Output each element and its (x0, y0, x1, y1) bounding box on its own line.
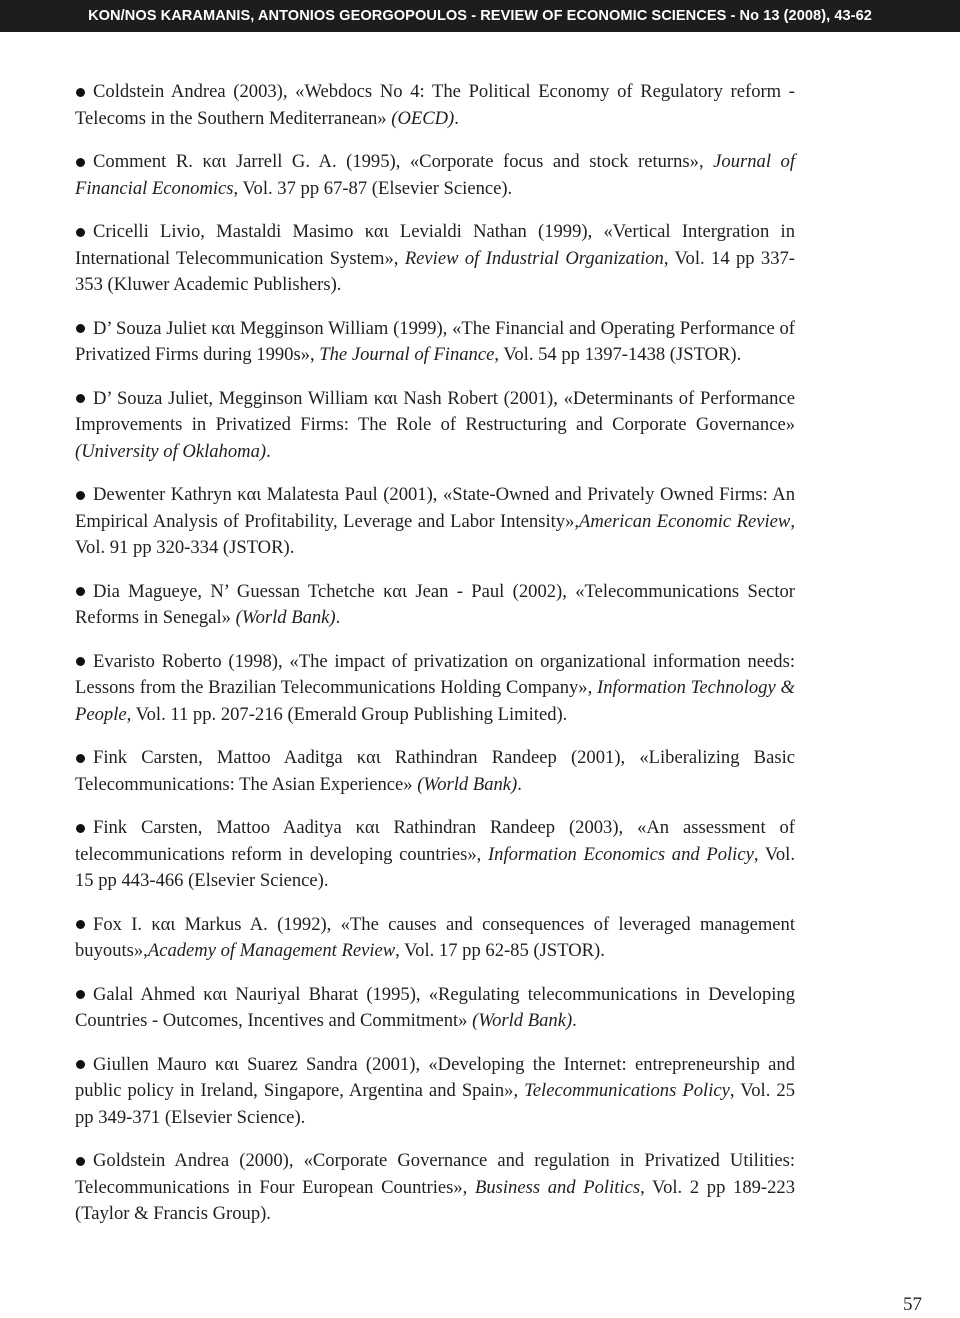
reference-text: D’ Souza Juliet και Megginson William (1999), «The Financial and Operating Performance of Privatized Firms during 1990s», (75, 317, 795, 365)
bullet-icon (76, 754, 85, 763)
reference-item (75, 316, 795, 369)
reference-details: , Vol. 15 pp 443-466 (Elsevier Science). (75, 843, 795, 891)
reference-text: Fink Carsten, Mattoo Aaditya και Rathindran Randeep (2003), «An assessment of telecommunications reform in developing countries», (75, 817, 795, 865)
reference-item (75, 745, 795, 798)
reference-text: Dia Magueye, N’ Guessan Tchetche και Jean - Paul (2002), «Telecommunications Sector Reforms in Senegal» (75, 580, 795, 628)
reference-details: , Vol. 2 pp 189-223 (Taylor & Francis Group). (75, 1176, 796, 1224)
reference-details: , Vol. 14 pp 337-353 (Kluwer Academic Publishers). (75, 247, 795, 295)
reference-source: (OECD) (391, 107, 455, 129)
reference-list (75, 79, 795, 1245)
bullet-icon (76, 491, 85, 500)
reference-item (75, 815, 795, 895)
reference-details: , Vol. 17 pp 62-85 (JSTOR). (395, 940, 605, 961)
reference-details: . (266, 440, 271, 462)
reference-item (75, 1052, 795, 1132)
reference-source: Review of Industrial Organization (404, 247, 664, 269)
bullet-icon (76, 824, 85, 833)
bullet-icon (76, 1157, 85, 1166)
reference-source: (World Bank) (472, 1010, 573, 1031)
reference-text: Comment R. και Jarrell G. A. (1995), «Corporate focus and stock returns», (93, 151, 714, 172)
reference-source: Telecommunications Policy (524, 1080, 730, 1101)
reference-source: Information Economics and Policy (487, 843, 754, 865)
reference-source: (World Bank) (417, 773, 518, 795)
bullet-icon (76, 990, 85, 999)
reference-item (75, 982, 795, 1035)
reference-text: Coldstein Andrea (2003), «Webdocs No 4: The Political Economy of Regulatory reform - Telecoms in the Southern Mediterranean» (75, 81, 795, 129)
reference-source: (World Bank) (235, 607, 336, 628)
reference-text: Goldstein Andrea (2000), «Corporate Governance and regulation in Privatized Utilities: Telecommunications in Four European Countries», (75, 1150, 795, 1198)
bullet-icon (76, 88, 85, 97)
reference-item (75, 386, 795, 466)
reference-text: Fox I. και Markus A. (1992), «The causes and consequences of leveraged management buyouts», (75, 913, 795, 961)
reference-details: . (335, 607, 341, 628)
bullet-icon (76, 324, 85, 333)
reference-details: , Vol. 25 pp 349-371 (Elsevier Science). (75, 1080, 795, 1128)
reference-source: The Journal of Finance (319, 344, 495, 365)
bullet-icon (76, 920, 85, 929)
page-number: 57 (903, 1294, 922, 1315)
reference-details: . (572, 1010, 577, 1031)
reference-item (75, 219, 795, 299)
reference-item (75, 482, 795, 562)
bullet-icon (76, 657, 85, 666)
reference-item (75, 1148, 795, 1228)
reference-source: Information Technology & People (75, 677, 795, 725)
reference-details: , Vol. 54 pp 1397-1438 (JSTOR). (494, 344, 742, 365)
reference-item (75, 649, 795, 729)
reference-item (75, 579, 795, 632)
bullet-icon (76, 228, 85, 237)
reference-text: Cricelli Livio, Mastaldi Masimo και Levialdi Nathan (1999), «Vertical Intergration in International Telecommunication System», (75, 221, 795, 269)
reference-text: Giullen Mauro και Suarez Sandra (2001), «Developing the Internet: entrepreneurship and public policy in Ireland, Singapore, Argentina and Spain», (75, 1053, 795, 1101)
reference-item (75, 79, 795, 132)
reference-details: , Vol. 91 pp 320-334 (JSTOR). (75, 510, 795, 558)
reference-text: D’ Souza Juliet, Megginson William και Nash Robert (2001), «Determinants of Performance Improvements in Privatized Firms: The Role of Restructuring and Corporate Governance» (75, 387, 795, 435)
reference-source: Business and Politics (474, 1176, 641, 1198)
bullet-icon (76, 587, 85, 596)
bullet-icon (76, 1060, 85, 1069)
reference-source: Journal of Financial Economics (75, 151, 795, 199)
bullet-icon (76, 394, 85, 403)
reference-details: . (517, 773, 522, 795)
running-header: KON/NOS KARAMANIS, ANTONIOS GEORGOPOULOS - REVIEW OF ECONOMIC SCIENCES - No 13 (2008), 43-62 (0, 0, 960, 32)
reference-text: Dewenter Kathryn και Malatesta Paul (2001), «State-Owned and Privately Owned Firms: An Empirical Analysis of Profitability, Leverage and Labor Intensity», (75, 484, 795, 532)
reference-source: Academy of Management Review (147, 940, 396, 961)
reference-text: Evaristo Roberto (1998), «The impact of privatization on organizational information needs: Lessons from the Brazilian Telecommunications Holding Company», (75, 650, 795, 698)
reference-text: Fink Carsten, Mattoo Aaditga και Rathindran Randeep (2001), «Liberalizing Basic Telecommunications: The Asian Experience» (75, 747, 795, 795)
reference-source: American Economic Review (579, 510, 791, 532)
reference-text: Galal Ahmed και Nauriyal Bharat (1995), «Regulating telecommunications in Developing Countries - Outcomes, Incentives and Commitment» (75, 983, 795, 1031)
reference-details: , Vol. 37 pp 67-87 (Elsevier Science). (233, 177, 513, 199)
reference-item (75, 912, 795, 965)
reference-item (75, 149, 795, 202)
reference-details: . (454, 107, 459, 129)
reference-details: , Vol. 11 pp. 207-216 (Emerald Group Publishing Limited). (126, 703, 568, 725)
reference-source: (University of Oklahoma) (75, 440, 267, 462)
bullet-icon (76, 158, 85, 167)
